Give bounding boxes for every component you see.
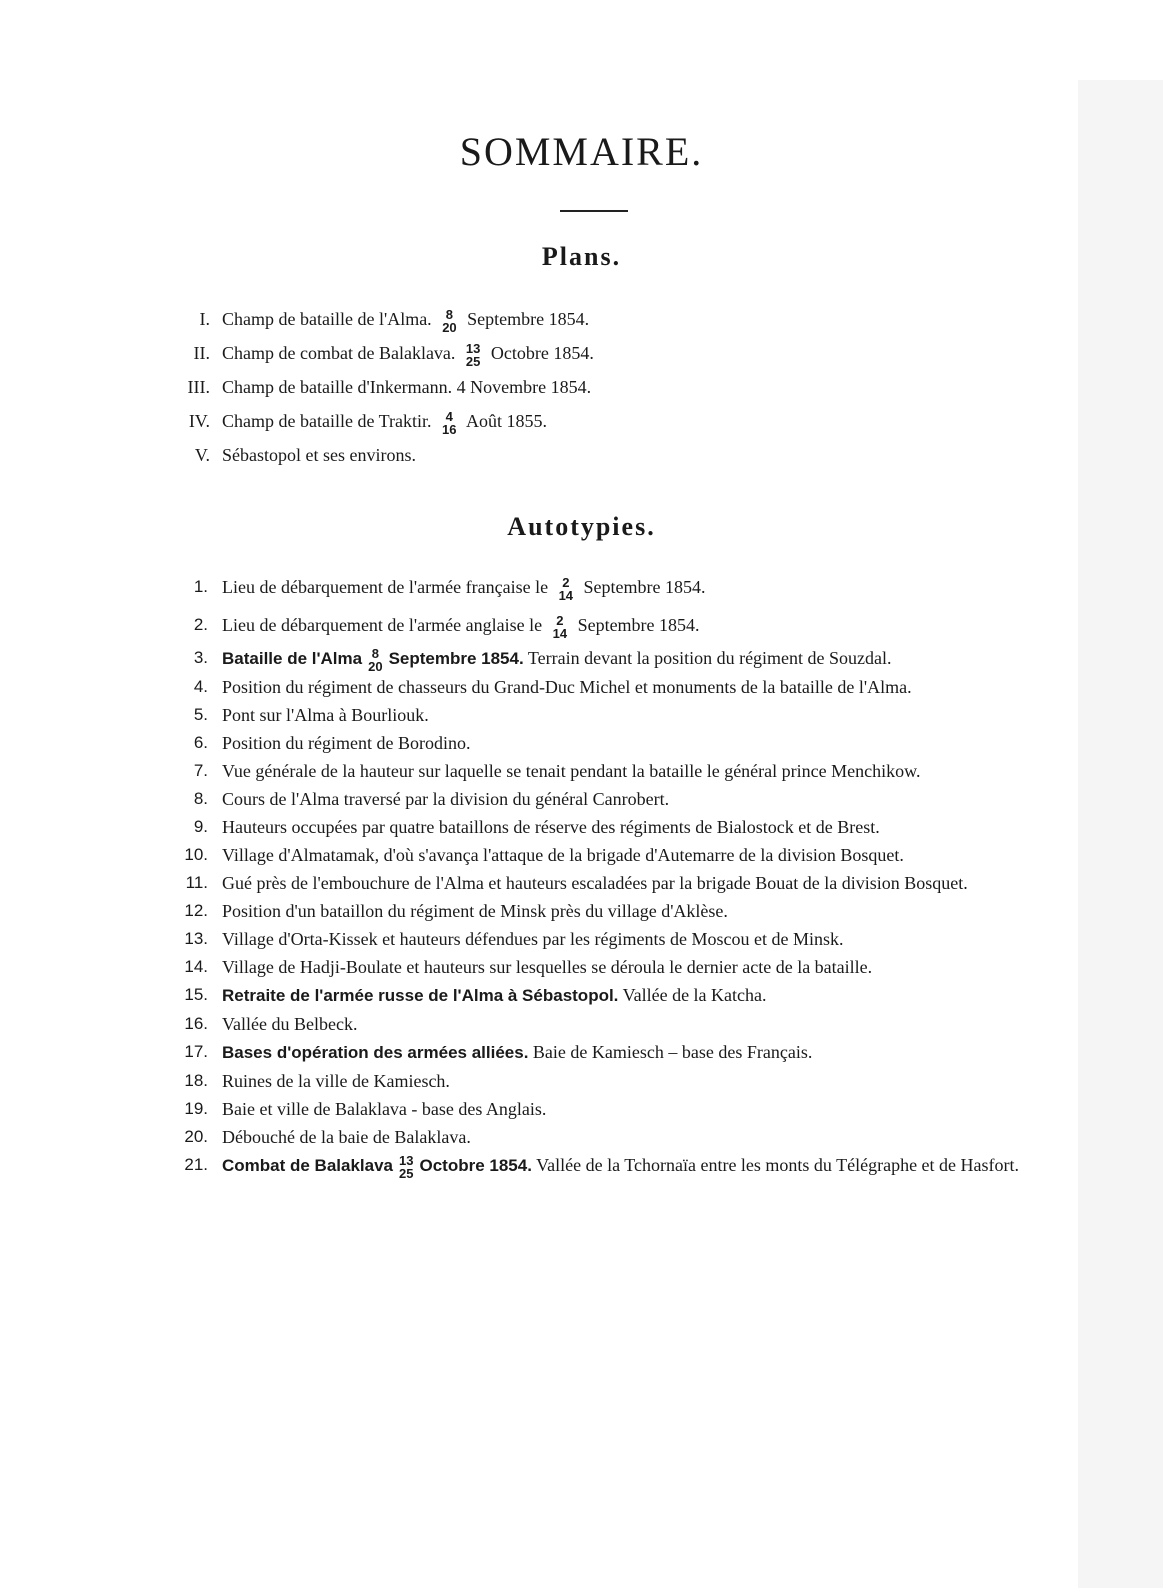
plans-item bbox=[160, 336, 1060, 370]
autotypies-item-text: Lieu de débarquement de l'armée française le bbox=[222, 577, 549, 597]
page-edge-shading bbox=[1078, 80, 1163, 1588]
plans-item-date: Septembre 1854. bbox=[467, 309, 590, 329]
plans-item-text: Champ de bataille de Traktir. bbox=[222, 411, 432, 431]
autotypies-item-number: 3. bbox=[193, 648, 208, 667]
autotypies-item-number: 7. bbox=[193, 761, 208, 780]
autotypies-item-text: Gué près de l'embouchure de l'Alma et hauteurs escaladées par la brigade Bouat de la division Bosquet. bbox=[222, 873, 968, 893]
autotypies-item-text: Baie et ville de Balaklava - base des Anglais. bbox=[222, 1099, 547, 1119]
fraction-top: 2 bbox=[556, 612, 564, 628]
plans-item-number: V. bbox=[194, 445, 210, 465]
plans-item-number: I. bbox=[199, 309, 210, 329]
autotypies-item bbox=[160, 644, 1020, 673]
autotypies-item-number: 8. bbox=[193, 789, 208, 808]
autotypies-item-number: 9. bbox=[193, 817, 208, 836]
fraction-bottom: 25 bbox=[465, 353, 481, 369]
autotypies-item bbox=[160, 869, 1020, 897]
fraction-top: 8 bbox=[371, 645, 379, 661]
autotypies-item-text: Ruines de la ville de Kamiesch. bbox=[222, 1071, 450, 1091]
plans-item bbox=[160, 302, 1060, 336]
autotypies-item bbox=[160, 1038, 1020, 1067]
date-fraction bbox=[399, 1154, 413, 1180]
autotypies-item-text: Vue générale de la hauteur sur laquelle se tenait pendant la bataille le général prince Menchikow. bbox=[222, 761, 921, 781]
autotypies-item-text: Hauteurs occupées par quatre bataillons de réserve des régiments de Bialostock et de Brest. bbox=[222, 817, 880, 837]
date-fraction bbox=[442, 308, 456, 334]
fraction-bottom: 25 bbox=[399, 1165, 414, 1181]
fraction-bottom: 16 bbox=[441, 421, 457, 437]
plans-heading: Plans. bbox=[541, 242, 622, 271]
plans-item-number: IV. bbox=[188, 411, 210, 431]
autotypies-item-text: Baie de Kamiesch – base des Français. bbox=[532, 1042, 813, 1062]
fraction-bottom: 14 bbox=[558, 587, 574, 603]
autotypies-item-number: 18. bbox=[184, 1071, 208, 1090]
autotypies-item-number: 2. bbox=[193, 615, 208, 634]
autotypies-item-number: 14. bbox=[184, 957, 208, 976]
fraction-bottom: 20 bbox=[368, 658, 383, 674]
autotypies-item bbox=[160, 1151, 1020, 1180]
date-fraction bbox=[442, 410, 456, 436]
date-fraction bbox=[368, 647, 382, 673]
autotypies-item-number: 5. bbox=[193, 705, 208, 724]
autotypies-item-text: Vallée de la Tchornaïa entre les monts du Télégraphe et de Hasfort. bbox=[536, 1155, 1020, 1175]
autotypies-item-text: Village d'Almatamak, d'où s'avança l'attaque de la brigade d'Autemarre de la division Bosquet. bbox=[222, 845, 904, 865]
autotypies-item-text: Village d'Orta-Kissek et hauteurs défendues par les régiments de Moscou et de Minsk. bbox=[222, 929, 844, 949]
autotypies-item-date: Septembre 1854. bbox=[577, 615, 700, 635]
date-fraction bbox=[559, 576, 573, 602]
plans-item-text: Sébastopol et ses environs. bbox=[222, 445, 416, 465]
autotypies-item bbox=[160, 568, 1020, 606]
autotypies-item-text: Pont sur l'Alma à Bourliouk. bbox=[222, 705, 429, 725]
title-divider bbox=[560, 210, 628, 212]
autotypies-item bbox=[160, 1095, 1020, 1123]
autotypies-item bbox=[160, 606, 1020, 644]
autotypies-list bbox=[160, 568, 1020, 1180]
autotypies-item-text: Débouché de la baie de Balaklava. bbox=[222, 1127, 471, 1147]
autotypies-item bbox=[160, 1010, 1020, 1038]
autotypies-item-text: Vallée du Belbeck. bbox=[222, 1014, 358, 1034]
autotypies-item bbox=[160, 981, 1020, 1010]
autotypies-item-text: Terrain devant la position du régiment de Souzdal. bbox=[527, 648, 892, 668]
autotypies-item-text: Cours de l'Alma traversé par la division du général Canrobert. bbox=[222, 789, 670, 809]
autotypies-item-text: Position d'un bataillon du régiment de Minsk près du village d'Aklèse. bbox=[222, 901, 728, 921]
autotypies-item-number: 17. bbox=[184, 1042, 208, 1061]
autotypies-item bbox=[160, 813, 1020, 841]
fraction-bottom: 20 bbox=[442, 319, 457, 335]
autotypies-item-number: 12. bbox=[184, 901, 208, 920]
fraction-top: 4 bbox=[445, 408, 453, 424]
autotypies-item-bold: Bataille de l'Alma bbox=[222, 649, 363, 668]
autotypies-item bbox=[160, 897, 1020, 925]
plans-item bbox=[160, 404, 1060, 438]
plans-item-text: Champ de bataille de l'Alma. bbox=[222, 309, 432, 329]
autotypies-item-text: Position du régiment de chasseurs du Grand-Duc Michel et monuments de la bataille de l'Alma. bbox=[222, 677, 912, 697]
plans-item-date: Octobre 1854. bbox=[490, 343, 594, 363]
autotypies-item bbox=[160, 1067, 1020, 1095]
fraction-bottom: 14 bbox=[552, 625, 568, 641]
autotypies-item bbox=[160, 841, 1020, 869]
autotypies-item-bold-date: Septembre 1854. bbox=[388, 649, 524, 668]
autotypies-item-number: 16. bbox=[184, 1014, 208, 1033]
autotypies-item-date: Septembre 1854. bbox=[583, 577, 706, 597]
autotypies-item bbox=[160, 925, 1020, 953]
autotypies-item-number: 4. bbox=[193, 677, 208, 696]
autotypies-item bbox=[160, 729, 1020, 757]
plans-item bbox=[160, 370, 1060, 404]
autotypies-item-text: Village de Hadji-Boulate et hauteurs sur lesquelles se déroula le dernier acte de la bataille. bbox=[222, 957, 873, 977]
plans-item bbox=[160, 438, 1060, 472]
autotypies-item-bold: Combat de Balaklava bbox=[222, 1156, 394, 1175]
autotypies-item bbox=[160, 701, 1020, 729]
autotypies-item-number: 15. bbox=[184, 985, 208, 1004]
plans-list bbox=[160, 302, 1060, 472]
autotypies-item-bold: Bases d'opération des armées alliées. bbox=[222, 1043, 529, 1062]
autotypies-item-text: Vallée de la Katcha. bbox=[622, 985, 767, 1005]
autotypies-item-number: 10. bbox=[184, 845, 208, 864]
plans-item-text: Champ de bataille d'Inkermann. 4 Novembre 1854. bbox=[222, 377, 592, 397]
autotypies-item-number: 21. bbox=[184, 1155, 208, 1174]
fraction-top: 2 bbox=[562, 574, 570, 590]
fraction-top: 13 bbox=[465, 340, 481, 356]
autotypies-item-bold-date: Octobre 1854. bbox=[419, 1156, 532, 1175]
plans-item-number: III. bbox=[187, 377, 210, 397]
autotypies-item-number: 11. bbox=[185, 873, 208, 892]
autotypies-item-bold: Retraite de l'armée russe de l'Alma à Sébastopol. bbox=[222, 986, 619, 1005]
autotypies-item-text: Lieu de débarquement de l'armée anglaise le bbox=[222, 615, 543, 635]
autotypies-item-number: 19. bbox=[184, 1099, 208, 1118]
autotypies-item-number: 13. bbox=[184, 929, 208, 948]
fraction-top: 13 bbox=[399, 1152, 414, 1168]
autotypies-item-number: 20. bbox=[184, 1127, 208, 1146]
autotypies-item bbox=[160, 757, 1020, 785]
date-fraction bbox=[466, 342, 480, 368]
autotypies-item bbox=[160, 1123, 1020, 1151]
autotypies-item bbox=[160, 953, 1020, 981]
date-fraction bbox=[553, 614, 567, 640]
plans-item-number: II. bbox=[193, 343, 210, 363]
autotypies-item bbox=[160, 785, 1020, 813]
autotypies-item-text: Position du régiment de Borodino. bbox=[222, 733, 471, 753]
fraction-top: 8 bbox=[445, 306, 454, 322]
plans-item-text: Champ de combat de Balaklava. bbox=[222, 343, 456, 363]
plans-item-date: Août 1855. bbox=[465, 411, 547, 431]
autotypies-item-number: 6. bbox=[193, 733, 208, 752]
autotypies-item-number: 1. bbox=[193, 577, 208, 596]
autotypies-heading: Autotypies. bbox=[507, 512, 656, 541]
page-title: SOMMAIRE. bbox=[459, 129, 704, 174]
autotypies-item bbox=[160, 673, 1020, 701]
